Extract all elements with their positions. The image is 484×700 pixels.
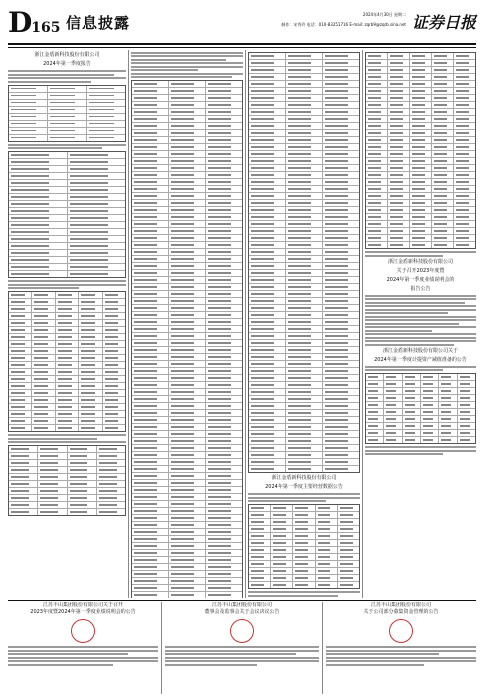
column-2: [131, 50, 243, 598]
balance-sheet-table: [131, 80, 243, 598]
notice-company: 浙江金盾新科技股份有限公司: [387, 258, 453, 265]
notice-company: 浙江金盾新科技股份有限公司: [34, 52, 100, 58]
operating-data-table: [248, 504, 360, 589]
notice-title: 2024年第一季度计提资产减值准备的公告: [374, 356, 467, 363]
bottom-notices: [8, 602, 476, 694]
section-title: 信息披露: [66, 14, 131, 32]
notice-title: 关于公司部分募集资金管理的公告: [363, 609, 439, 615]
newspaper-logo: 证券日报: [411, 13, 476, 32]
column-1: [8, 50, 126, 598]
notice-title-line-2: 2024年第一季度业绩说明会的: [386, 276, 455, 283]
column-4: [365, 50, 476, 598]
notice-title: 董事会及监事会关于会议决议公告: [204, 609, 280, 615]
non-recurring-table: [8, 151, 126, 278]
notice-company: 江苏丰山集团股份有限公司: [211, 602, 272, 608]
column-3: [248, 50, 360, 598]
impairment-table: [365, 373, 476, 444]
bottom-notice-center: [165, 602, 319, 694]
company-seal-icon: [230, 619, 254, 643]
cash-flow-table: [248, 52, 360, 473]
notice-title: 2024年第一季度主要经营数据公告: [265, 484, 343, 490]
notice-title-line-1: 关于召开2023年度暨: [396, 267, 445, 274]
company-seal-icon: [389, 619, 413, 643]
editor-contact: 制作：宋秀玲 电话：010-83251716 E-mail: zqrb9@zqrb.sina.net: [281, 22, 406, 27]
shareholder-table: [8, 291, 126, 432]
notice-company: 江苏丰山集团股份有限公司关于召开: [42, 602, 123, 608]
company-seal-icon: [71, 619, 95, 643]
notice-company: 浙江金盾新科技股份有限公司: [271, 475, 337, 481]
notice-company: 江苏丰山集团股份有限公司: [370, 602, 431, 608]
masthead: [8, 6, 476, 42]
masthead-rule-thin: [8, 47, 476, 48]
right-top-table: [365, 52, 476, 249]
page-number: D165: [8, 6, 61, 39]
notice-company: 浙江金盾新科技股份有限公司关于: [382, 347, 458, 354]
publication-date: 2024年4月30日 星期二: [362, 12, 406, 17]
notice-title-line-3: 报告公告: [410, 285, 431, 292]
bottom-notice-right: [326, 602, 476, 694]
financial-table: [8, 85, 126, 142]
bottom-notice-left: [8, 602, 158, 694]
masthead-rule: [8, 43, 476, 45]
notice-title: 2023年度暨2024年第一季度业绩说明会的公告: [30, 609, 136, 615]
notice-title: 2024年第一季度报告: [43, 61, 91, 67]
